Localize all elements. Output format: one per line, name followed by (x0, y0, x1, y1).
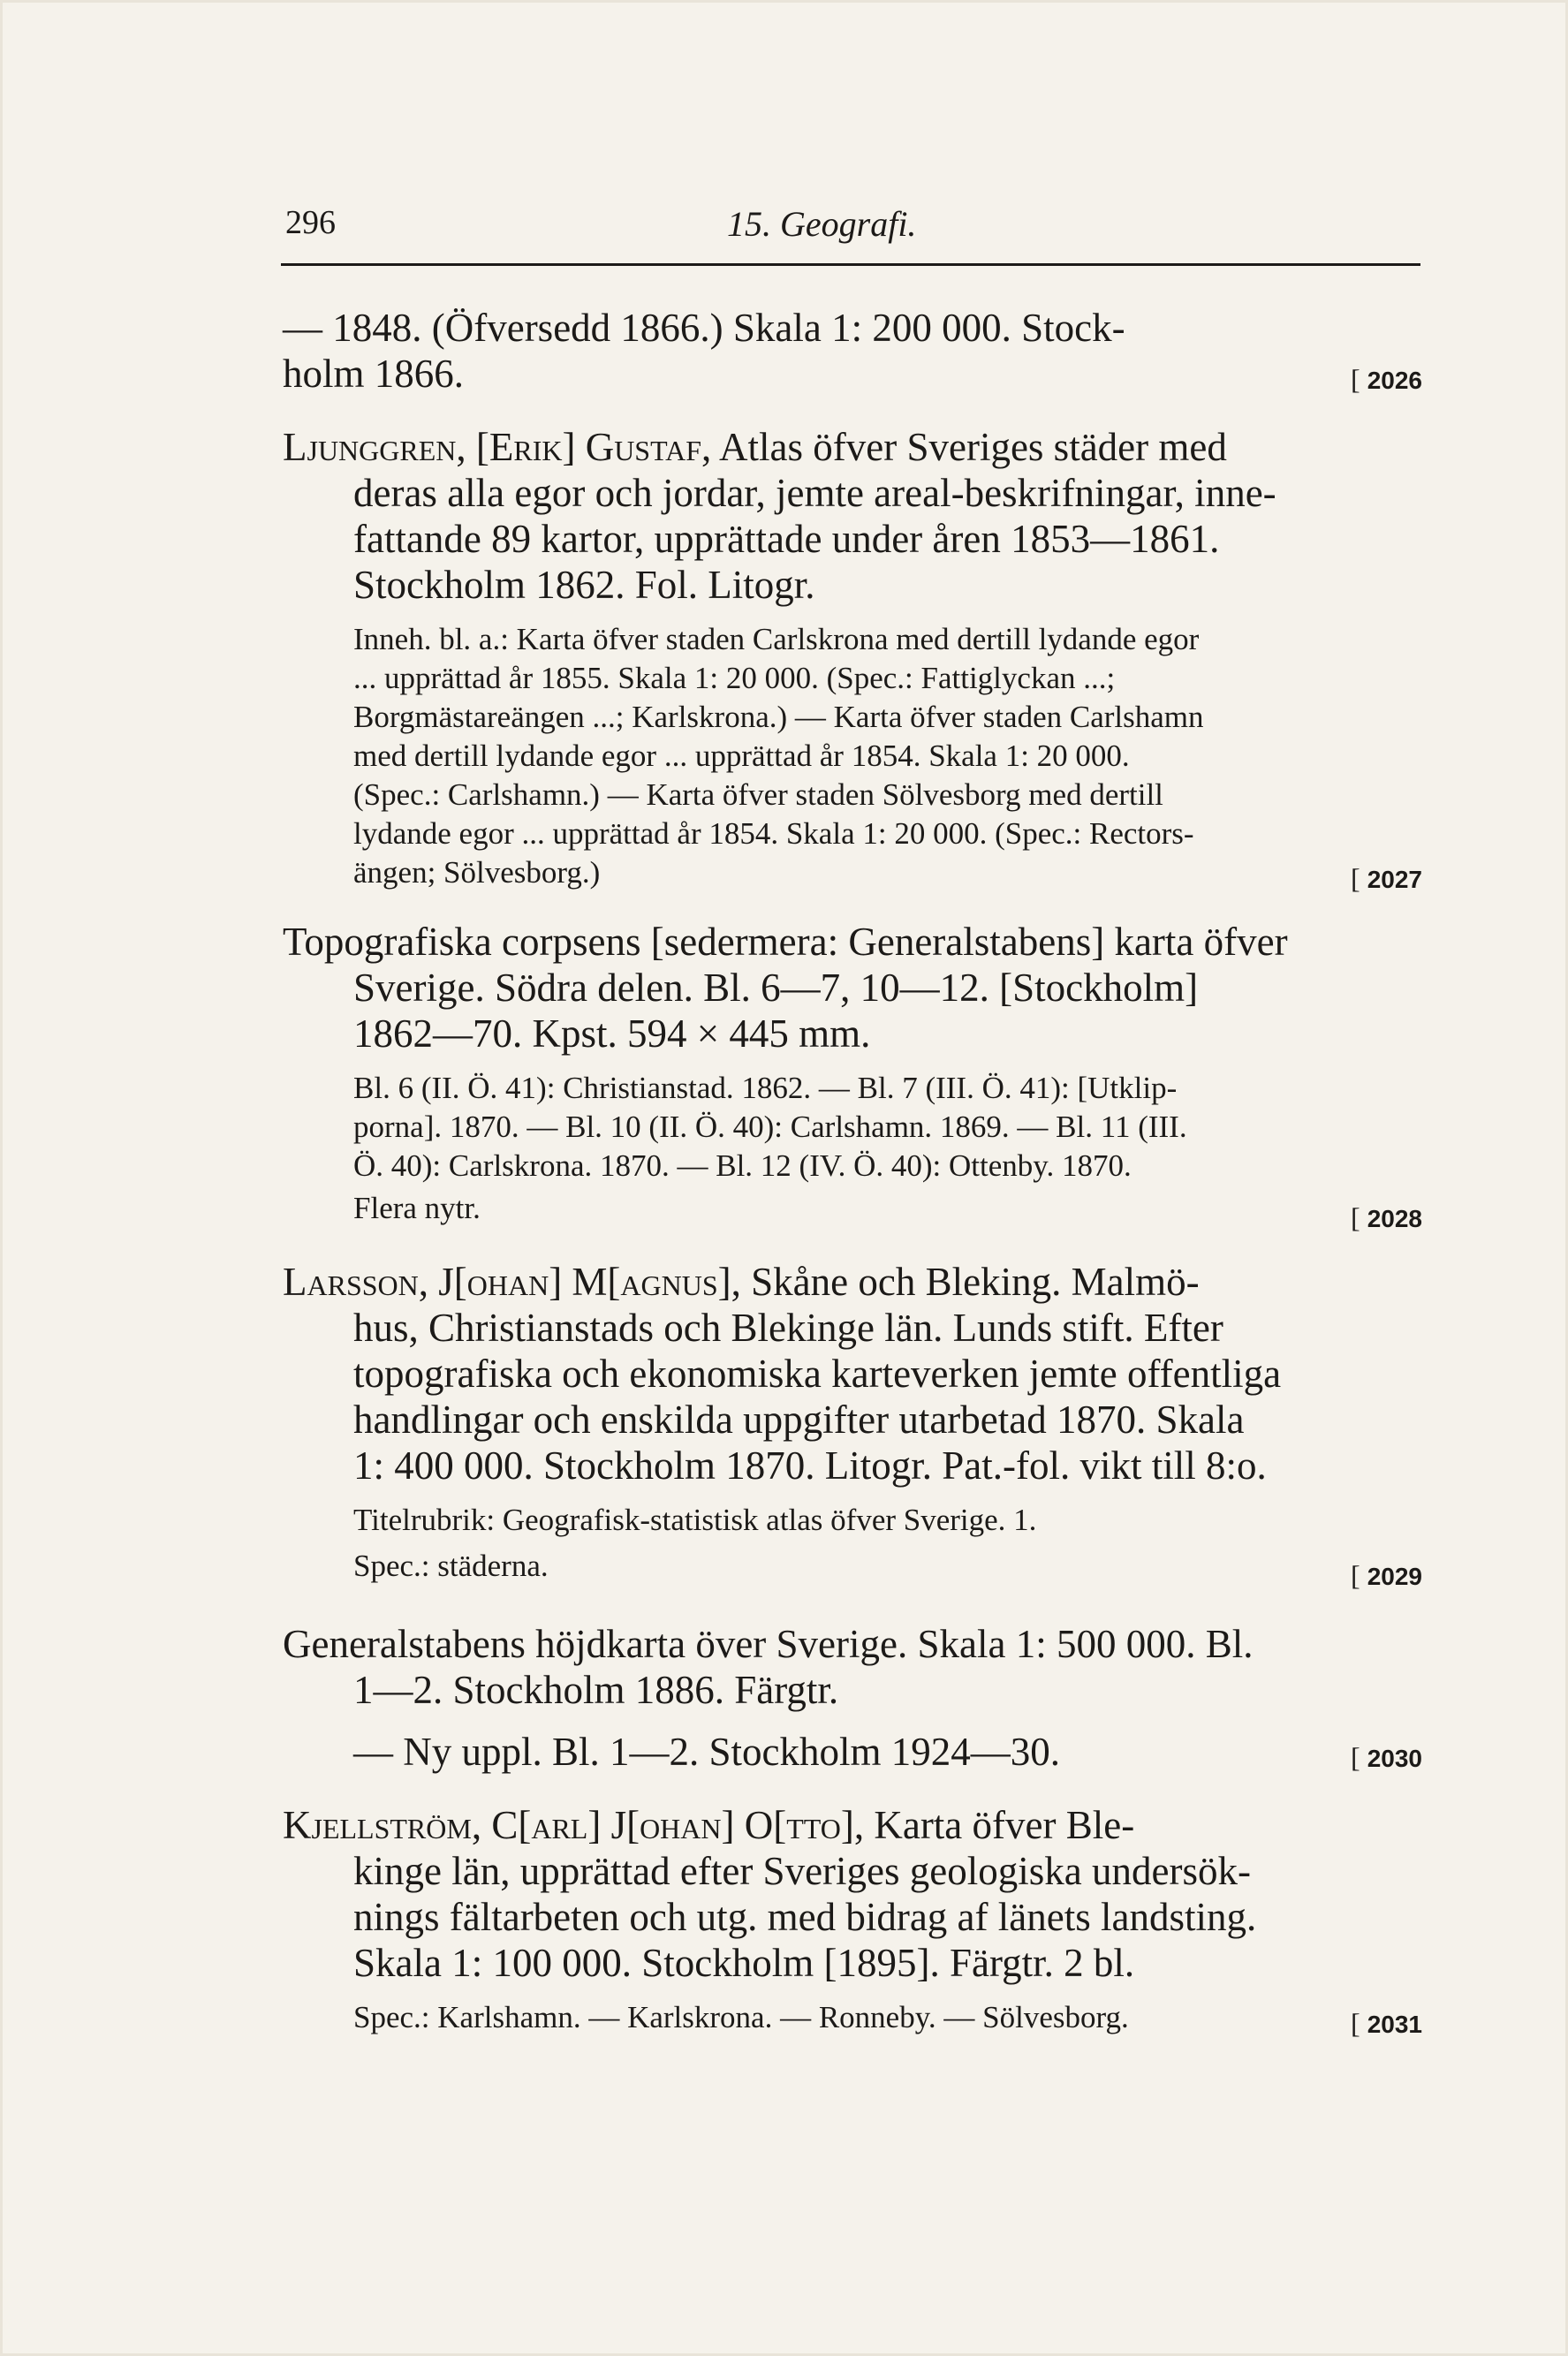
entry-line: — Ny uppl. Bl. 1—2. Stockholm 1924—30. (353, 1730, 1061, 1774)
entry-line: Stockholm 1862. Fol. Litogr. (353, 563, 815, 607)
entry-line: Sverige. Södra delen. Bl. 6—7, 10—12. [Stockholm] (353, 966, 1199, 1010)
entry-number: [ 2029 (1351, 1559, 1422, 1592)
entry-2029 (283, 1259, 1422, 1603)
entry-note: Inneh. bl. a.: Karta öfver staden Carlskrona med dertill lydande egor (353, 622, 1200, 656)
entry-line: nings fältarbeten och utg. med bidrag af länets landsting. (353, 1895, 1257, 1939)
entry-note: Borgmästareängen ...; Karlskrona.) — Karta öfver staden Carlshamn (353, 700, 1204, 734)
entry-note: lydande egor ... upprättad år 1854. Skala 1: 20 000. (Spec.: Rectors- (353, 816, 1194, 851)
entry-line: 1: 400 000. Stockholm 1870. Litogr. Pat.-fol. vikt till 8:o. (353, 1443, 1267, 1488)
entry-first-line (283, 1259, 1200, 1305)
entry-author: Kjellström, C[arl] J[ohan] O[tto], (283, 1803, 865, 1847)
entry-line: Generalstabens höjdkarta över Sverige. Skala 1: 500 000. Bl. (283, 1622, 1254, 1666)
entry-note: (Spec.: Carlshamn.) — Karta öfver staden Sölvesborg med dertill (353, 777, 1163, 812)
entry-note: med dertill lydande egor ... upprättad år 1854. Skala 1: 20 000. (353, 739, 1130, 773)
entry-line: Skåne och Bleking. Malmö- (751, 1260, 1200, 1304)
entry-number: [ 2031 (1351, 2007, 1422, 2040)
entry-number: [ 2028 (1351, 1201, 1422, 1234)
header-rule (281, 263, 1420, 266)
entry-2027 (283, 424, 1422, 901)
entry-note: Ö. 40): Carlskrona. 1870. — Bl. 12 (IV. Ö. 40): Ottenby. 1870. (353, 1148, 1132, 1183)
entry-line: kinge län, upprättad efter Sveriges geologiska undersök- (353, 1849, 1251, 1893)
section-title: 15. Geografi. (727, 204, 917, 244)
entry-first-line (283, 1802, 1134, 1848)
entry-note: Titelrubrik: Geografisk-statistisk atlas öfver Sverige. 1. (353, 1503, 1037, 1537)
entry-note: Flera nytr. (353, 1191, 481, 1225)
entry-note: ängen; Sölvesborg.) (353, 855, 601, 890)
entry-2030 (283, 1621, 1422, 1789)
entry-line: Topografiska corpsens [sedermera: Generalstabens] karta öfver (283, 920, 1288, 964)
entry-number: [ 2030 (1351, 1741, 1422, 1774)
entry-line: fattande 89 kartor, upprättade under åren 1853—1861. (353, 517, 1220, 561)
entry-author: Ljunggren, [Erik] Gustaf, (283, 425, 712, 469)
entry-line: Atlas öfver Sveriges städer med (719, 425, 1227, 469)
entry-number: [ 2026 (1351, 363, 1422, 396)
entry-first-line (283, 424, 1227, 470)
entry-line: deras alla egor och jordar, jemte areal-beskrifningar, inne- (353, 471, 1276, 515)
entry-line: holm 1866. (283, 352, 465, 396)
entry-line: — 1848. (Öfversedd 1866.) Skala 1: 200 000. Stock- (283, 306, 1125, 350)
entry-line: Karta öfver Ble- (874, 1803, 1135, 1847)
entry-2031 (283, 1802, 1422, 2049)
entry-line: Skala 1: 100 000. Stockholm [1895]. Färgtr. 2 bl. (353, 1941, 1135, 1985)
entry-line: handlingar och enskilda uppgifter utarbetad 1870. Skala (353, 1398, 1245, 1442)
entry-author: Larsson, J[ohan] M[agnus], (283, 1260, 741, 1304)
entry-note: porna]. 1870. — Bl. 10 (II. Ö. 40): Carlshamn. 1869. — Bl. 11 (III. (353, 1110, 1187, 1144)
entry-2028 (283, 919, 1422, 1237)
entry-note: Spec.: Karlshamn. — Karlskrona. — Ronneby. — Sölvesborg. (353, 2000, 1129, 2034)
entry-line: topografiska och ekonomiska karteverken jemte offentliga (353, 1352, 1282, 1396)
entry-line: hus, Christianstads och Blekinge län. Lunds stift. Efter (353, 1306, 1223, 1350)
entry-number: [ 2027 (1351, 862, 1422, 895)
entry-2026 (283, 305, 1422, 402)
page-number: 296 (285, 204, 336, 241)
entry-line: 1862—70. Kpst. 594 × 445 mm. (353, 1011, 871, 1056)
entry-line: 1—2. Stockholm 1886. Färgtr. (353, 1668, 839, 1712)
entry-note: Spec.: städerna. (353, 1549, 549, 1583)
entry-note: ... upprättad år 1855. Skala 1: 20 000. (Spec.: Fattiglyckan ...; (353, 661, 1116, 695)
page-header (281, 199, 1420, 261)
entry-note: Bl. 6 (II. Ö. 41): Christianstad. 1862. — Bl. 7 (III. Ö. 41): [Utklip- (353, 1071, 1178, 1105)
